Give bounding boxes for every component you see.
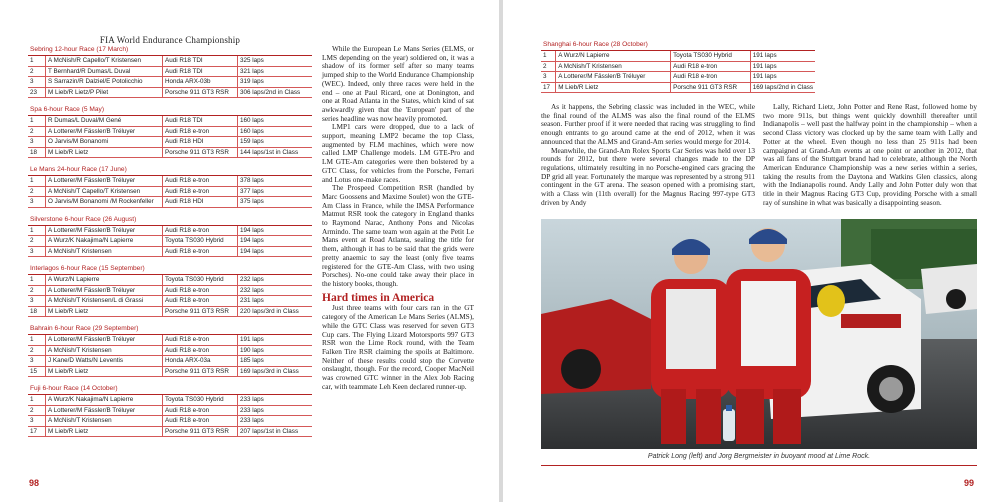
result-laps: 232 laps — [238, 275, 313, 285]
table-row — [28, 137, 312, 148]
table-row — [28, 306, 312, 317]
result-drivers: A McNish/T Kristensen — [556, 61, 671, 72]
table-row — [28, 366, 312, 377]
result-car: Audi R18 e-tron — [671, 61, 751, 72]
result-position: 2 — [28, 345, 46, 356]
result-drivers: A Wurz/K Nakajima/N Lapierre — [46, 395, 163, 405]
result-laps: 191 laps — [750, 72, 815, 83]
result-laps: 207 laps/1st in Class — [238, 426, 313, 437]
result-laps: 232 laps — [238, 285, 313, 296]
table-row — [28, 66, 312, 77]
table-row — [28, 416, 312, 427]
table-row — [541, 61, 815, 72]
result-position: 1 — [28, 56, 46, 66]
race-title: Sebring 12-hour Race (17 March) — [28, 45, 312, 56]
result-position: 17 — [541, 82, 556, 93]
race-block — [541, 40, 815, 93]
result-car: Porsche 911 GT3 RSR — [163, 366, 238, 377]
result-position: 3 — [28, 416, 46, 427]
result-drivers: A Wurz/N Lapierre — [46, 275, 163, 285]
result-car: Audi R18 e-tron — [163, 176, 238, 186]
result-car: Audi R18 HDI — [163, 197, 238, 208]
result-laps: 191 laps — [750, 51, 815, 61]
table-row — [28, 426, 312, 437]
result-laps: 378 laps — [238, 176, 313, 186]
results-tables — [28, 45, 312, 444]
table-row — [28, 246, 312, 257]
result-position: 2 — [28, 186, 46, 197]
section-subhead: Hard times in America — [322, 291, 435, 304]
result-position: 2 — [28, 126, 46, 137]
result-drivers: M Lieb/R Lietz — [46, 426, 163, 437]
result-laps: 375 laps — [238, 197, 313, 208]
results-table-shanghai — [541, 40, 815, 100]
result-drivers: M Lieb/R Lietz/P Pilet — [46, 87, 163, 98]
results-table — [28, 335, 312, 377]
result-car: Porsche 911 GT3 RSR — [671, 82, 751, 93]
result-drivers: A McNish/T Kristensen — [46, 345, 163, 356]
result-laps: 377 laps — [238, 186, 313, 197]
result-laps: 160 laps — [238, 116, 313, 126]
result-car: Audi R18 e-tron — [163, 186, 238, 197]
result-laps: 191 laps — [238, 335, 313, 345]
results-table — [28, 56, 312, 98]
table-row — [28, 116, 312, 126]
result-car: Toyota TS030 Hybrid — [163, 236, 238, 247]
result-laps: 169 laps/2nd in Class — [750, 82, 815, 93]
table-row — [28, 296, 312, 307]
table-row — [28, 126, 312, 137]
result-position: 3 — [28, 246, 46, 257]
result-laps: 325 laps — [238, 56, 313, 66]
results-table — [28, 176, 312, 208]
right-text-column-2 — [763, 103, 977, 207]
result-position: 1 — [28, 116, 46, 126]
result-position: 3 — [541, 72, 556, 83]
result-car: Audi R18 e-tron — [163, 335, 238, 345]
result-laps: 194 laps — [238, 236, 313, 247]
paragraph: Just three teams with four cars ran in the GT category of the American Le Mans Series (ALMS), while the GTC Class was reserved for seven GT3 Cup cars. The Flying Lizard Motorsports 997 GT3 RSR won the Lime Rock round, with the Team Falken Tire RSR claiming the spoils at Baltimore. Neither of these results could stop the Corvette onslaught, though. For the record, Cooper MacNeil was crowned GTC winner in the Alex Job Racing car, with teammate Leh Keen declared runner-up. — [322, 303, 474, 391]
result-position: 1 — [28, 395, 46, 405]
result-drivers: A Lotterer/M Fässler/B Tréluyer — [46, 335, 163, 345]
table-row — [28, 176, 312, 186]
result-drivers: R Dumas/L Duval/M Gené — [46, 116, 163, 126]
result-position: 3 — [28, 77, 46, 88]
result-drivers: A Lotterer/M Fässler/B Tréluyer — [46, 226, 163, 236]
race-title: Shanghai 6-hour Race (28 October) — [541, 40, 815, 51]
race-title: Spa 6-hour Race (5 May) — [28, 105, 312, 116]
result-car: Toyota TS030 Hybrid — [163, 275, 238, 285]
table-row — [28, 236, 312, 247]
result-position: 2 — [28, 66, 46, 77]
result-car: Audi R18 e-tron — [163, 126, 238, 137]
result-car: Audi R18 e-tron — [163, 416, 238, 427]
result-laps: 194 laps — [238, 226, 313, 236]
drivers-photo — [541, 219, 977, 449]
table-row — [28, 56, 312, 66]
result-drivers: T Bernhard/R Dumas/L Duval — [46, 66, 163, 77]
table-row — [28, 77, 312, 88]
result-car: Porsche 911 GT3 RSR — [163, 147, 238, 158]
result-car: Honda ARX-03a — [163, 356, 238, 367]
result-car: Audi R18 e-tron — [163, 296, 238, 307]
result-position: 1 — [28, 335, 46, 345]
result-position: 2 — [28, 236, 46, 247]
result-laps: 191 laps — [750, 61, 815, 72]
race-block — [28, 215, 312, 258]
result-drivers: S Sarrazin/R Dalziel/E Potolicchio — [46, 77, 163, 88]
block-title: FIA World Endurance Championship — [99, 35, 241, 45]
results-table — [28, 226, 312, 258]
result-car: Audi R18 e-tron — [163, 345, 238, 356]
left-paragraphs — [322, 45, 474, 289]
result-drivers: A Lotterer/M Fässler/B Tréluyer — [46, 176, 163, 186]
result-laps: 169 laps/3rd in Class — [238, 366, 313, 377]
table-row — [28, 87, 312, 98]
result-car: Audi R18 e-tron — [163, 285, 238, 296]
table-row — [28, 285, 312, 296]
result-drivers: A McNish/T Capello/T Kristensen — [46, 186, 163, 197]
left-page — [0, 0, 499, 502]
result-position: 2 — [541, 61, 556, 72]
photo-caption: Patrick Long (left) and Jorg Bergmeister in buoyant mood at Lime Rock. — [541, 449, 977, 466]
table-row — [28, 395, 312, 405]
result-position: 1 — [541, 51, 556, 61]
result-position: 17 — [28, 426, 46, 437]
page-number-right: 99 — [963, 478, 974, 488]
result-car: Audi R18 TDI — [163, 66, 238, 77]
results-table — [541, 51, 815, 93]
result-car: Honda ARX-03b — [163, 77, 238, 88]
table-row — [28, 147, 312, 158]
result-drivers: A McNish/T Kristensen — [46, 246, 163, 257]
result-laps: 321 laps — [238, 66, 313, 77]
result-position: 3 — [28, 197, 46, 208]
race-block — [28, 105, 312, 158]
table-row — [28, 345, 312, 356]
right-text-column-1 — [541, 103, 755, 207]
result-position: 15 — [28, 366, 46, 377]
result-position: 23 — [28, 87, 46, 98]
result-position: 1 — [28, 226, 46, 236]
result-laps: 160 laps — [238, 126, 313, 137]
result-laps: 190 laps — [238, 345, 313, 356]
result-laps: 144 laps/1st in Class — [238, 147, 313, 158]
left-text-column — [322, 45, 474, 391]
left-paragraphs-after — [322, 304, 474, 391]
result-laps: 220 laps/3rd in Class — [238, 306, 313, 317]
result-drivers: A Wurz/N Lapierre — [556, 51, 671, 61]
result-position: 18 — [28, 306, 46, 317]
result-laps: 233 laps — [238, 395, 313, 405]
page-number-left: 98 — [29, 478, 40, 488]
race-block — [28, 165, 312, 208]
table-row — [28, 335, 312, 345]
result-car: Toyota TS030 Hybrid — [671, 51, 751, 61]
result-drivers: A McNish/T Kristensen — [46, 416, 163, 427]
result-drivers: A Wurz/K Nakajima/N Lapierre — [46, 236, 163, 247]
result-laps: 233 laps — [238, 405, 313, 416]
table-row — [28, 197, 312, 208]
paragraph: Meanwhile, the Grand-Am Rolex Sports Car Series was held over 13 rounds for 2012, but there were several changes made to the DP regulations, ultimately resulting in no Porsche-engined cars gracing the DP grid all year. Fortunately the marque was represented by a strong 911 contingent in the GT arena. The season opened with a promising start, with a Class win (11th overall) for the Magnus Racing 997-type GT3 driven by Andy — [541, 145, 755, 207]
result-position: 3 — [28, 356, 46, 367]
result-drivers: M Lieb/R Lietz — [46, 306, 163, 317]
result-drivers: M Lieb/R Lietz — [46, 366, 163, 377]
result-car: Audi R18 e-tron — [163, 246, 238, 257]
paragraph: As it happens, the Sebring classic was included in the WEC, while the final round of the ALMS was also the final round of the ELMS season. Further proof if it were needed that racing was struggling to find enough entrants to go around came at the end of 2012, when it was announced that the ALMS and Grand-Am series would merge for 2014. — [541, 102, 755, 146]
table-row — [541, 82, 815, 93]
result-position: 3 — [28, 296, 46, 307]
result-laps: 194 laps — [238, 246, 313, 257]
race-title: Bahrain 6-hour Race (29 September) — [28, 324, 312, 335]
result-drivers: A Lotterer/M Fässler/B Tréluyer — [46, 285, 163, 296]
result-car: Audi R18 e-tron — [163, 226, 238, 236]
result-drivers: A McNish/R Capello/T Kristensen — [46, 56, 163, 66]
table-row — [28, 186, 312, 197]
race-title: Interlagos 6-hour Race (15 September) — [28, 264, 312, 275]
result-drivers: A Lotterer/M Fässler/B Tréluyer — [46, 126, 163, 137]
race-block — [28, 324, 312, 377]
result-drivers: A Lotterer/M Fässler/B Tréluyer — [46, 405, 163, 416]
result-position: 2 — [28, 405, 46, 416]
result-drivers: O Jarvis/M Bonanomi /M Rockenfeller — [46, 197, 163, 208]
result-drivers: J Kane/D Watts/N Leventis — [46, 356, 163, 367]
result-car: Porsche 911 GT3 RSR — [163, 87, 238, 98]
result-laps: 231 laps — [238, 296, 313, 307]
paragraph: Lally, Richard Lietz, John Potter and Rene Rast, followed home by two more 911s, but things went quickly downhill thereafter until Indianapolis – well past the halfway point in the championship – when a second Class victory was clocked up by the same team with Lally and Potter at the wheel. Even though no less than 25 911s had been campaigned at Grand-Am events at one point or another in 2012, that was all fans of the Stuttgart brand had to celebrate, although the North American Endurance Championship was a new series within a series, taking the results from the Daytona and Watkins Glen classics, along with the Indianapolis round. Andy Lally and John Potter duly won that title in their Magnus Racing GT3 Cup, providing Porsche with a small ray of sunshine in what was basically a disappointing season. — [763, 102, 977, 207]
result-car: Audi R18 e-tron — [671, 72, 751, 83]
result-laps: 185 laps — [238, 356, 313, 367]
table-row — [28, 356, 312, 367]
result-laps: 306 laps/2nd in Class — [238, 87, 313, 98]
table-row — [541, 72, 815, 83]
race-block — [28, 384, 312, 437]
result-car: Porsche 911 GT3 RSR — [163, 306, 238, 317]
paragraph: The Prospeed Competition RSR (handled by Marc Goossens and Maxime Soulet) won the GTE-Am Class in France, while the IMSA Performance Matmut RSR took the category in England thanks to Raymond Narac, Anthony Pons and Nicolas Armindo. The same team won again at the Petit Le Mans event at Road Atlanta, sealing the title for them, although it has to be said that the grids were pretty anaemic to say the least (only five teams registered for the GTE-Am Class, with two using Porsches). No-one could take away their place in the history books, though. — [322, 183, 474, 288]
result-laps: 319 laps — [238, 77, 313, 88]
result-car: Audi R18 HDI — [163, 137, 238, 148]
result-car: Audi R18 TDI — [163, 116, 238, 126]
paragraph: While the European Le Mans Series (ELMS, or LMS depending on the year) soldiered on, it was a shadow of its former self after so many teams jumped ship to the World Endurance Championship (WEC). Indeed, only three races were held in the end – one at Paul Ricard, one at Donington, and one at Road Atlanta in the States, which kind of sat awkwardly given that the 'European' part of the series headline was now heavily promoted. — [322, 44, 474, 123]
result-position: 3 — [28, 137, 46, 148]
result-position: 18 — [28, 147, 46, 158]
result-car: Porsche 911 GT3 RSR — [163, 426, 238, 437]
race-block — [28, 45, 312, 98]
table-row — [28, 405, 312, 416]
results-table — [28, 275, 312, 317]
race-block — [28, 264, 312, 317]
table-row — [28, 226, 312, 236]
result-laps: 159 laps — [238, 137, 313, 148]
right-page — [503, 0, 1002, 502]
result-car: Toyota TS030 Hybrid — [163, 395, 238, 405]
result-position: 1 — [28, 275, 46, 285]
race-title: Le Mans 24-hour Race (17 June) — [28, 165, 312, 176]
result-drivers: M Lieb/R Lietz — [556, 82, 671, 93]
result-position: 1 — [28, 176, 46, 186]
result-drivers: O Jarvis/M Bonanomi — [46, 137, 163, 148]
table-row — [28, 275, 312, 285]
result-drivers: A McNish/T Kristensen/L di Grassi — [46, 296, 163, 307]
table-row — [541, 51, 815, 61]
results-table — [28, 395, 312, 437]
result-car: Audi R18 TDI — [163, 56, 238, 66]
result-laps: 233 laps — [238, 416, 313, 427]
race-title: Fuji 6-hour Race (14 October) — [28, 384, 312, 395]
result-drivers: M Lieb/R Lietz — [46, 147, 163, 158]
result-drivers: A Lotterer/M Fässler/B Tréluyer — [556, 72, 671, 83]
result-car: Audi R18 e-tron — [163, 405, 238, 416]
race-title: Silverstone 6-hour Race (26 August) — [28, 215, 312, 226]
paragraph: LMP1 cars were dropped, due to a lack of support, meaning LMP2 became the top Class, augmented by FLM machines, which were now called LMP Challenge models. LM GTE-Pro and LM GTE-Am categories were then bolstered by a GTC Class, for vehicles from the Porsche, Ferrari and Lotus one-make races. — [322, 122, 474, 184]
results-table — [28, 116, 312, 158]
result-position: 2 — [28, 285, 46, 296]
